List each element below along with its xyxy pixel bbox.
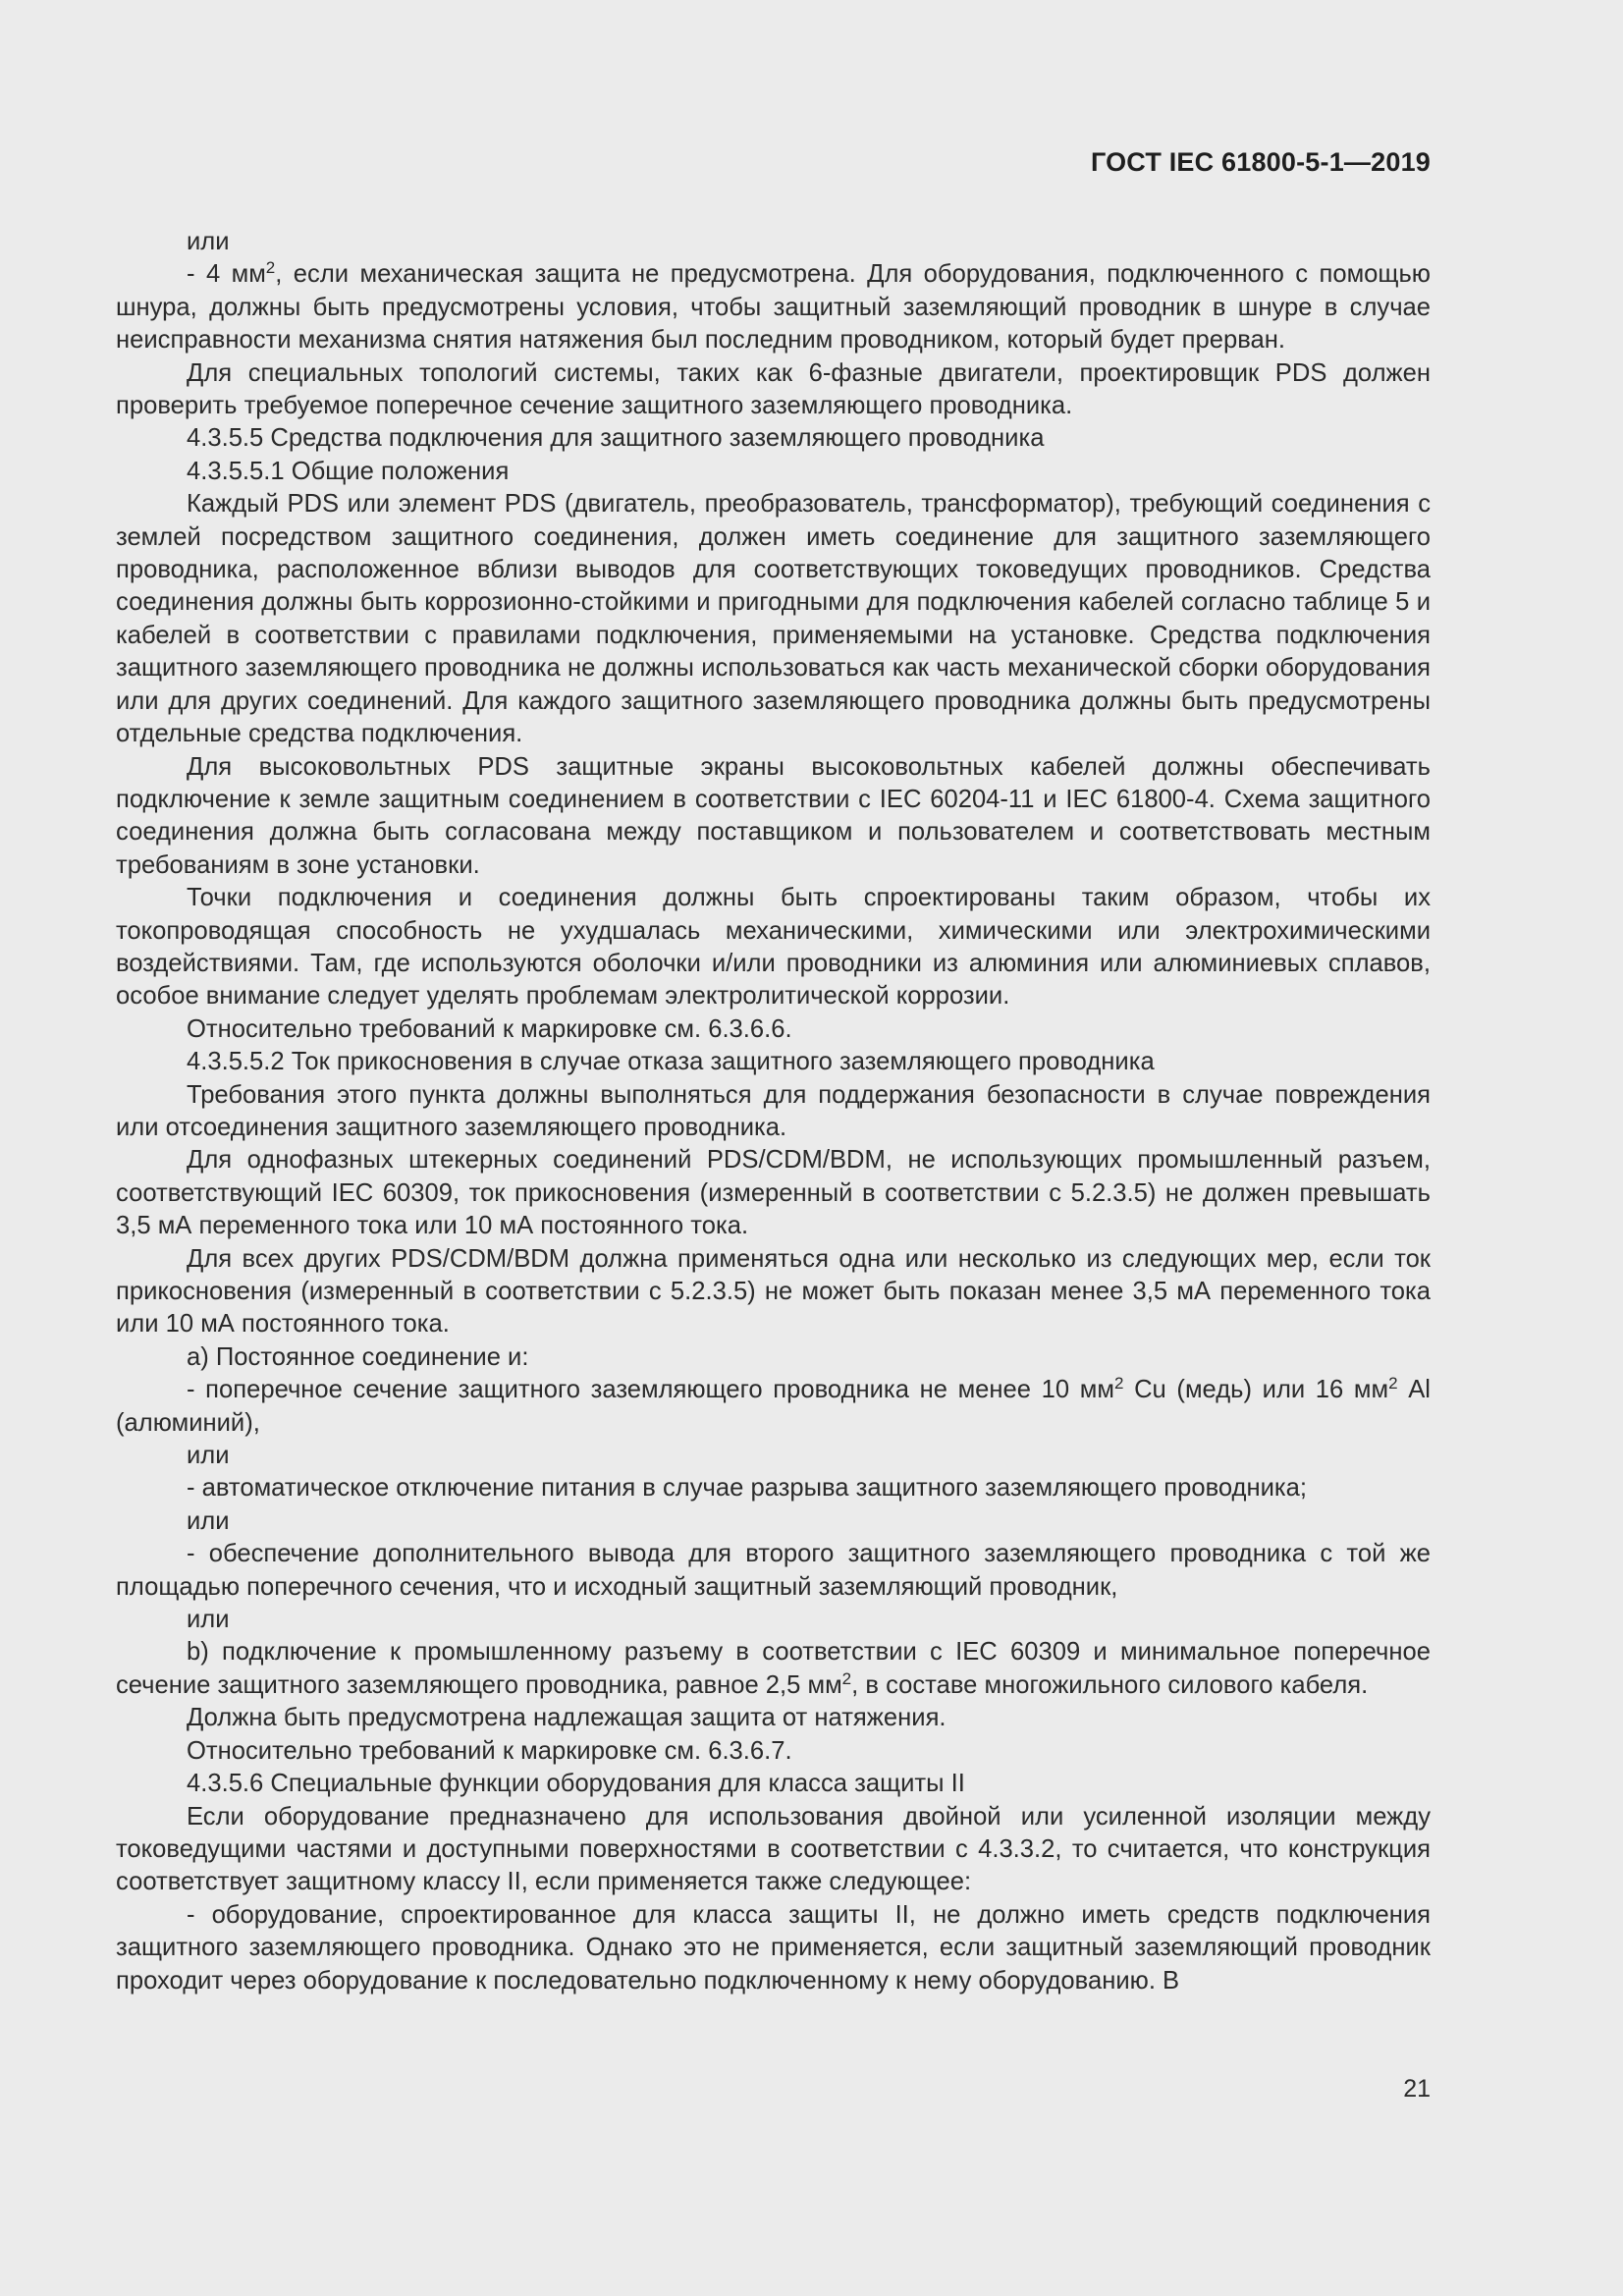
paragraph: Для высоковольтных PDS защитные экраны высоковольтных кабелей должны обеспечивать подключение к земле защитным соединением в соответствии с IEC 60204-11 и IEC 61800-4. Схема защитного соединения должна быть согласована между поставщиком и пользователем и соответствовать местным требованиям в зоне установки.	[116, 752, 1431, 879]
paragraph: Относительно требований к маркировке см. 6.3.6.7.	[187, 1736, 792, 1765]
list-item-b	[116, 1636, 1431, 1702]
text-run: Al (алюминий),	[116, 1376, 1431, 1437]
page-number: 21	[1403, 2075, 1431, 2103]
list-item-a: a) Постоянное соединение и:	[187, 1342, 529, 1371]
paragraph-or: или	[187, 1606, 230, 1634]
paragraph: - оборудование, спроектированное для класса защиты II, не должно иметь средств подключения защитного заземляющего проводника. Однако это не применяется, если защитный заземляющий проводник проходит через оборудование к последовательно подключенному к нему оборудованию. В	[116, 1900, 1431, 1995]
superscript: 2	[1113, 1374, 1124, 1394]
paragraph-or: или	[187, 1506, 230, 1535]
paragraph: Если оборудование предназначено для использования двойной или усиленной изоляции между токоведущими частями и доступными поверхностями в соответствии с 4.3.3.2, то считается, что конструкция соответствует защитному классу II, если применяется также следующее:	[116, 1802, 1431, 1896]
paragraph: Для всех других PDS/CDM/BDM должна применяться одна или несколько из следующих мер, если ток прикосновения (измеренный в соответствии с 5.2.3.5) не может быть показан менее 3,5 мА переменного тока или 10 мА постоянного тока.	[116, 1244, 1431, 1339]
superscript: 2	[841, 1668, 852, 1688]
section-heading: 4.3.5.5 Средства подключения для защитного заземляющего проводника	[187, 424, 1045, 453]
paragraph: Требования этого пункта должны выполняться для поддержания безопасности в случае повреждения или отсоединения защитного заземляющего проводника.	[116, 1080, 1431, 1141]
section-heading: 4.3.5.5.2 Ток прикосновения в случае отказа защитного заземляющего проводника	[187, 1048, 1155, 1076]
document-body	[116, 226, 1431, 1997]
paragraph: Для специальных топологий системы, таких как 6-фазные двигатели, проектировщик PDS должен проверить требуемое поперечное сечение защитного заземляющего проводника.	[116, 358, 1431, 420]
text-run: - поперечное сечение защитного заземляющего проводника не менее 10 мм	[187, 1376, 1114, 1404]
section-heading: 4.3.5.6 Специальные функции оборудования для класса защиты II	[187, 1770, 965, 1798]
paragraph: Каждый PDS или элемент PDS (двигатель, преобразователь, трансформатор), требующий соединения с землей посредством защитного соединения, должен иметь соединение для защитного заземляющего проводника, расположенное вблизи выводов для соответствующих токоведущих проводников. Средства соединения должны быть коррозионно-стойкими и пригодными для подключения кабелей согласно таблице 5 и кабелей в соответствии с правилами подключения, применяемыми на установке. Средства подключения защитного заземляющего проводника не должны использоваться как часть механической сборки оборудования или для других соединений. Для каждого защитного заземляющего проводника должны быть предусмотрены отдельные средства подключения.	[116, 490, 1431, 748]
text-run: Cu (медь) или 16 мм	[1123, 1376, 1389, 1404]
superscript: 2	[1388, 1374, 1398, 1394]
paragraph: - обеспечение дополнительного вывода для второго защитного заземляющего проводника с той же площадью поперечного сечения, что и исходный защитный заземляющий проводник,	[116, 1540, 1431, 1601]
paragraph: Для однофазных штекерных соединений PDS/CDM/BDM, не использующих промышленный разъем, соответствующий IEC 60309, ток прикосновения (измеренный в соответствии с 5.2.3.5) не должен превышать 3,5 мА переменного тока или 10 мА постоянного тока.	[116, 1146, 1431, 1240]
paragraph: Относительно требований к маркировке см. 6.3.6.6.	[187, 1014, 792, 1043]
paragraph-or: или	[187, 1442, 230, 1470]
paragraph	[116, 1374, 1431, 1440]
document-code-header: ГОСТ IEC 61800-5-1—2019	[1090, 147, 1431, 177]
paragraph: Точки подключения и соединения должны быть спроектированы таким образом, чтобы их токопроводящая способность не ухудшалась механическими, химическими или электрохимическими воздействиями. Там, где используются оболочки и/или проводники из алюминия или алюминиевых сплавов, особое внимание следует уделять проблемам электролитической коррозии.	[116, 884, 1431, 1011]
paragraph	[116, 258, 1431, 356]
paragraph: - автоматическое отключение питания в случае разрыва защитного заземляющего проводника;	[187, 1474, 1308, 1503]
text-run: , в составе многожильного силового кабеля.	[851, 1670, 1369, 1699]
text-run: - 4 мм	[187, 260, 266, 289]
paragraph: Должна быть предусмотрена надлежащая защита от натяжения.	[187, 1704, 947, 1732]
section-heading: 4.3.5.5.1 Общие положения	[187, 457, 510, 485]
superscript: 2	[265, 258, 276, 278]
text-run: , если механическая защита не предусмотрена. Для оборудования, подключенного с помощью шнура, должны быть предусмотрены условия, чтобы защитный заземляющий проводник в шнуре в случае неисправности механизма снятия натяжения был последним проводником, который будет прерван.	[116, 260, 1431, 355]
paragraph-or: или	[187, 228, 230, 255]
text-run: b) подключение к промышленному разъему в соответствии с IEC 60309 и минимальное поперечное сечение защитного заземляющего проводника, равное 2,5 мм	[116, 1638, 1431, 1699]
